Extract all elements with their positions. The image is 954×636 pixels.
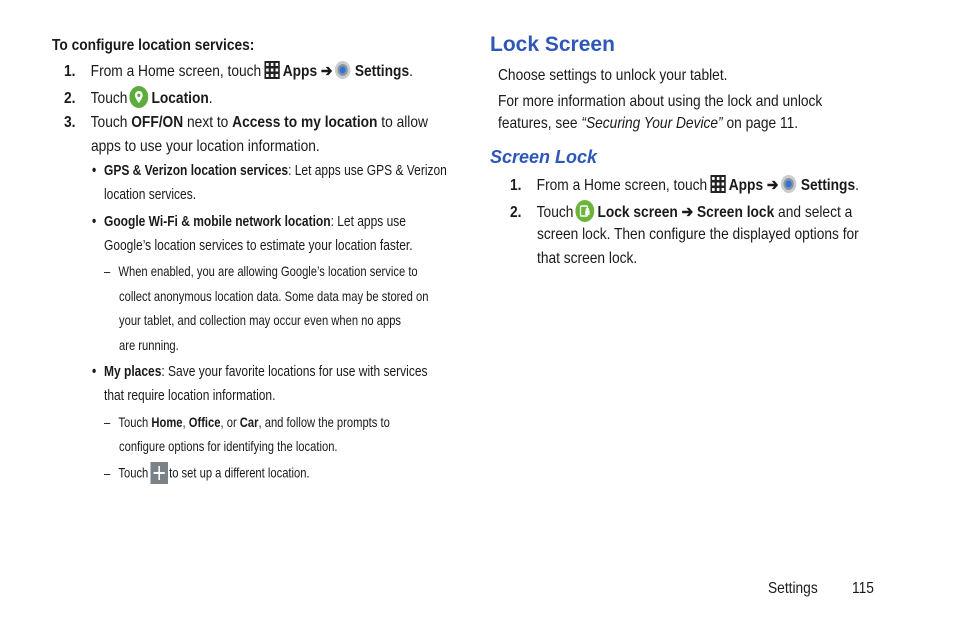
page-number: 115 [852, 580, 874, 597]
dash-add-location: – Touch to set up a different location. [104, 464, 310, 484]
lock-step-2: 2. Touch Lock screen ➔ Screen lock and select a [510, 202, 852, 224]
intro-2-line2: features, see “Securing Your Device” on page 11. [498, 115, 799, 132]
apps-icon [265, 61, 280, 79]
bullet-google: • Google Wi-Fi & mobile network location: Let apps use [92, 213, 406, 230]
section-title: Screen Lock [490, 147, 598, 167]
step-3: 3. Touch OFF/ON next to Access to my location to allow [64, 114, 428, 131]
dash-note: – When enabled, you are allowing Google’s location service to [104, 263, 418, 279]
lock-screen-icon [575, 200, 594, 222]
bullet-gps-line2: location services. [104, 186, 197, 203]
step-2: 2. Touch Location. [64, 88, 213, 110]
plus-icon [151, 462, 167, 482]
bullet-google-line2: Google’s location services to estimate your location faster. [104, 237, 413, 254]
bullet-my-places-line2: that require location information. [104, 387, 276, 404]
left-heading: To configure location services: [52, 37, 255, 54]
footer-section: Settings [768, 580, 818, 597]
settings-icon [780, 174, 797, 194]
step-3-line2: apps to use your location information. [91, 138, 320, 155]
lock-step-2-line3: that screen lock. [537, 250, 638, 267]
intro-2: For more information about using the lock and unlock [498, 93, 823, 110]
dash-note-line3: your tablet, and collection may occur even when no apps [119, 312, 402, 328]
lock-step-1: 1. From a Home screen, touch Apps ➔ Settings. [510, 175, 859, 196]
step-1: 1. From a Home screen, touch Apps ➔ Settings. [64, 61, 413, 82]
dash-home-office-car-line2: configure options for identifying the location. [119, 438, 338, 454]
dash-home-office-car: – Touch Home, Office, or Car, and follow the prompts to [104, 414, 390, 430]
intro-1: Choose settings to unlock your tablet. [498, 67, 728, 84]
lock-step-2-line2: screen lock. Then configure the displayed options for [537, 226, 859, 243]
settings-icon [334, 60, 351, 80]
apps-icon [711, 175, 726, 193]
dash-note-line2: collect anonymous location data. Some data may be stored on [119, 288, 429, 304]
bullet-my-places: • My places: Save your favorite locations for use with services [92, 363, 428, 380]
cross-reference: “Securing Your Device” [581, 115, 723, 132]
location-icon [129, 86, 148, 108]
bullet-gps: • GPS & Verizon location services: Let apps use GPS & Verizon [92, 162, 447, 179]
page-title: Lock Screen [490, 33, 615, 56]
dash-note-line4: are running. [119, 337, 179, 353]
